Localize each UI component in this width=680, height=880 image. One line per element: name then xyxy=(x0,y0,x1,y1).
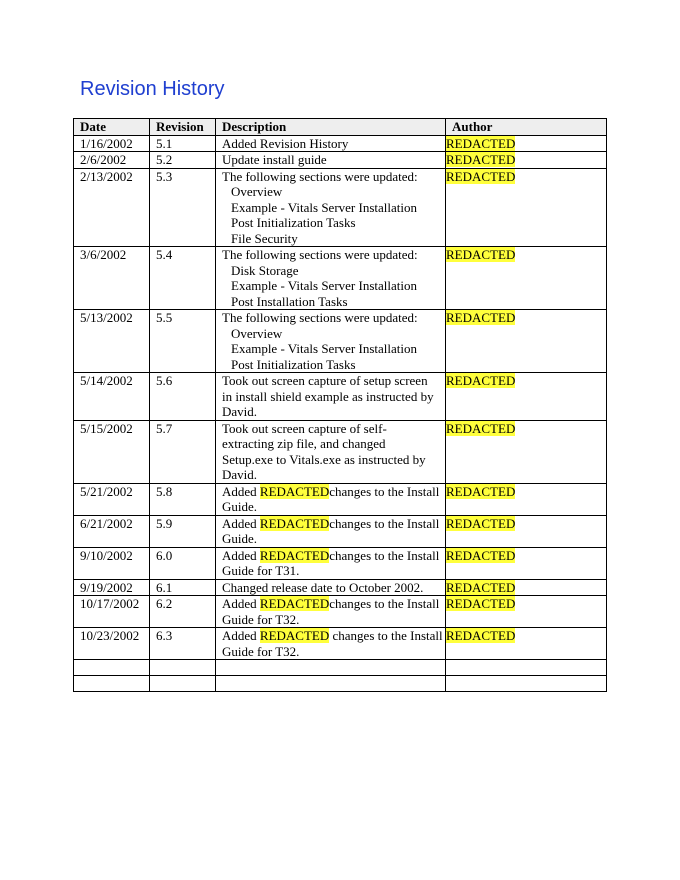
empty-cell xyxy=(74,676,150,692)
description-line xyxy=(222,548,445,564)
cell-date: 5/13/2002 xyxy=(74,310,150,373)
description-line: Overview xyxy=(231,325,283,341)
table-body xyxy=(74,135,607,692)
description-line: Guide for T31. xyxy=(222,563,300,578)
author-redacted: REDACTED xyxy=(446,247,516,262)
cell-revision: 6.2 xyxy=(150,596,216,628)
author-redacted: REDACTED xyxy=(446,547,516,563)
table-row xyxy=(74,168,607,247)
cell-date: 10/17/2002 xyxy=(74,596,150,628)
table-row xyxy=(74,310,607,373)
cell-description xyxy=(216,135,446,152)
cell-description xyxy=(216,483,446,515)
redacted-highlight: REDACTED xyxy=(259,515,330,531)
cell-author xyxy=(446,596,607,628)
description-line: The following sections were updated: xyxy=(222,168,418,184)
empty-table-row xyxy=(74,676,607,692)
author-redacted: REDACTED xyxy=(446,310,516,325)
redacted-highlight: REDACTED xyxy=(259,547,330,563)
cell-author xyxy=(446,547,607,579)
column-header-date: Date xyxy=(74,119,150,136)
description-text: Added xyxy=(222,628,260,643)
author-redacted: REDACTED xyxy=(446,135,516,151)
cell-date: 1/16/2002 xyxy=(74,135,150,152)
cell-revision: 5.8 xyxy=(150,483,216,515)
description-line: Post Installation Tasks xyxy=(231,293,348,309)
cell-date: 3/6/2002 xyxy=(74,247,150,310)
cell-revision: 5.3 xyxy=(150,168,216,247)
cell-revision: 6.3 xyxy=(150,628,216,660)
cell-author xyxy=(446,628,607,660)
description-line: extracting zip file, and changed xyxy=(222,436,386,451)
author-redacted: REDACTED xyxy=(446,515,516,531)
cell-author xyxy=(446,515,607,547)
cell-description xyxy=(216,515,446,547)
cell-date: 2/6/2002 xyxy=(74,152,150,169)
description-line: Example - Vitals Server Installation xyxy=(231,199,417,215)
description-text: Added xyxy=(222,596,260,611)
description-line: Post Initialization Tasks xyxy=(231,356,356,372)
description-line: Guide for T32. xyxy=(222,643,300,659)
description-line xyxy=(222,516,445,532)
table-row xyxy=(74,247,607,310)
description-line: The following sections were updated: xyxy=(222,247,418,262)
cell-revision: 5.4 xyxy=(150,247,216,310)
cell-description xyxy=(216,579,446,596)
empty-cell xyxy=(446,660,607,676)
cell-description xyxy=(216,373,446,421)
description-line: Setup.exe to Vitals.exe as instructed by xyxy=(222,451,426,467)
redacted-highlight: REDACTED xyxy=(259,483,330,499)
description-line: Guide for T32. xyxy=(222,611,300,627)
description-line: Changed release date to October 2002. xyxy=(222,579,424,595)
description-line xyxy=(222,596,445,612)
description-text: changes to the Install xyxy=(329,596,440,611)
cell-description xyxy=(216,596,446,628)
empty-cell xyxy=(74,660,150,676)
description-text: changes to the Install xyxy=(329,547,440,563)
table-row xyxy=(74,547,607,579)
author-redacted: REDACTED xyxy=(446,483,516,499)
description-line: Disk Storage xyxy=(231,262,299,278)
author-redacted: REDACTED xyxy=(446,628,516,643)
column-header-description: Description xyxy=(216,119,446,136)
cell-revision: 5.5 xyxy=(150,310,216,373)
cell-date: 5/15/2002 xyxy=(74,420,150,483)
cell-description xyxy=(216,168,446,247)
cell-date: 5/14/2002 xyxy=(74,373,150,421)
cell-author xyxy=(446,483,607,515)
author-redacted: REDACTED xyxy=(446,373,516,388)
cell-revision: 5.7 xyxy=(150,420,216,483)
cell-revision: 5.1 xyxy=(150,135,216,152)
empty-cell xyxy=(216,676,446,692)
cell-date: 5/21/2002 xyxy=(74,483,150,515)
author-redacted: REDACTED xyxy=(446,596,516,611)
empty-cell xyxy=(446,676,607,692)
description-line: Guide. xyxy=(222,499,258,514)
description-text: changes to the Install xyxy=(329,483,440,499)
empty-cell xyxy=(216,660,446,676)
description-line: in install shield example as instructed by xyxy=(222,388,434,404)
table-row xyxy=(74,152,607,169)
description-line: Update install guide xyxy=(222,152,327,167)
cell-date: 6/21/2002 xyxy=(74,515,150,547)
cell-date: 9/10/2002 xyxy=(74,547,150,579)
author-redacted: REDACTED xyxy=(446,579,516,595)
cell-description xyxy=(216,247,446,310)
cell-revision: 5.6 xyxy=(150,373,216,421)
cell-revision: 6.0 xyxy=(150,547,216,579)
column-header-author: Author xyxy=(446,119,607,136)
cell-author xyxy=(446,373,607,421)
description-line: The following sections were updated: xyxy=(222,310,418,325)
cell-description xyxy=(216,628,446,660)
description-line: Took out screen capture of setup screen xyxy=(222,373,428,388)
description-text: changes to the Install xyxy=(329,515,440,531)
table-row xyxy=(74,579,607,596)
table-row xyxy=(74,135,607,152)
cell-description xyxy=(216,310,446,373)
description-line: Example - Vitals Server Installation xyxy=(231,278,417,293)
revision-history-table xyxy=(73,118,607,692)
empty-cell xyxy=(150,660,216,676)
empty-table-row xyxy=(74,660,607,676)
redacted-highlight: REDACTED xyxy=(259,628,330,643)
description-line: Guide. xyxy=(222,531,258,546)
author-redacted: REDACTED xyxy=(446,420,516,436)
cell-author xyxy=(446,135,607,152)
table-header-row xyxy=(74,119,607,136)
cell-revision: 6.1 xyxy=(150,579,216,596)
cell-author xyxy=(446,247,607,310)
description-line: Added Revision History xyxy=(222,135,349,151)
description-line: David. xyxy=(222,467,258,482)
column-header-revision: Revision xyxy=(150,119,216,136)
cell-description xyxy=(216,420,446,483)
description-line: Overview xyxy=(231,184,283,199)
cell-description xyxy=(216,547,446,579)
cell-revision: 5.9 xyxy=(150,515,216,547)
cell-revision: 5.2 xyxy=(150,152,216,169)
description-text: Added xyxy=(222,547,260,563)
cell-author xyxy=(446,420,607,483)
table-row xyxy=(74,515,607,547)
table-row xyxy=(74,596,607,628)
description-line: Example - Vitals Server Installation xyxy=(231,341,417,356)
table-row xyxy=(74,373,607,421)
cell-author xyxy=(446,310,607,373)
page-title: Revision History xyxy=(80,78,225,100)
cell-date: 10/23/2002 xyxy=(74,628,150,660)
description-text: Added xyxy=(222,515,260,531)
cell-description xyxy=(216,152,446,169)
cell-author xyxy=(446,168,607,247)
description-line: File Security xyxy=(231,230,298,246)
table-row xyxy=(74,628,607,660)
description-line xyxy=(222,484,445,500)
empty-cell xyxy=(150,676,216,692)
table-row xyxy=(74,420,607,483)
author-redacted: REDACTED xyxy=(446,152,516,167)
description-line: Post Initialization Tasks xyxy=(231,215,356,230)
cell-date: 9/19/2002 xyxy=(74,579,150,596)
description-text: Added xyxy=(222,483,260,499)
description-line: David. xyxy=(222,404,258,419)
description-line xyxy=(222,628,445,644)
redacted-highlight: REDACTED xyxy=(259,596,330,611)
author-redacted: REDACTED xyxy=(446,168,516,184)
cell-author xyxy=(446,152,607,169)
cell-author xyxy=(446,579,607,596)
description-line: Took out screen capture of self- xyxy=(222,420,387,436)
table-row xyxy=(74,483,607,515)
cell-date: 2/13/2002 xyxy=(74,168,150,247)
description-text: changes to the Install xyxy=(329,628,443,643)
